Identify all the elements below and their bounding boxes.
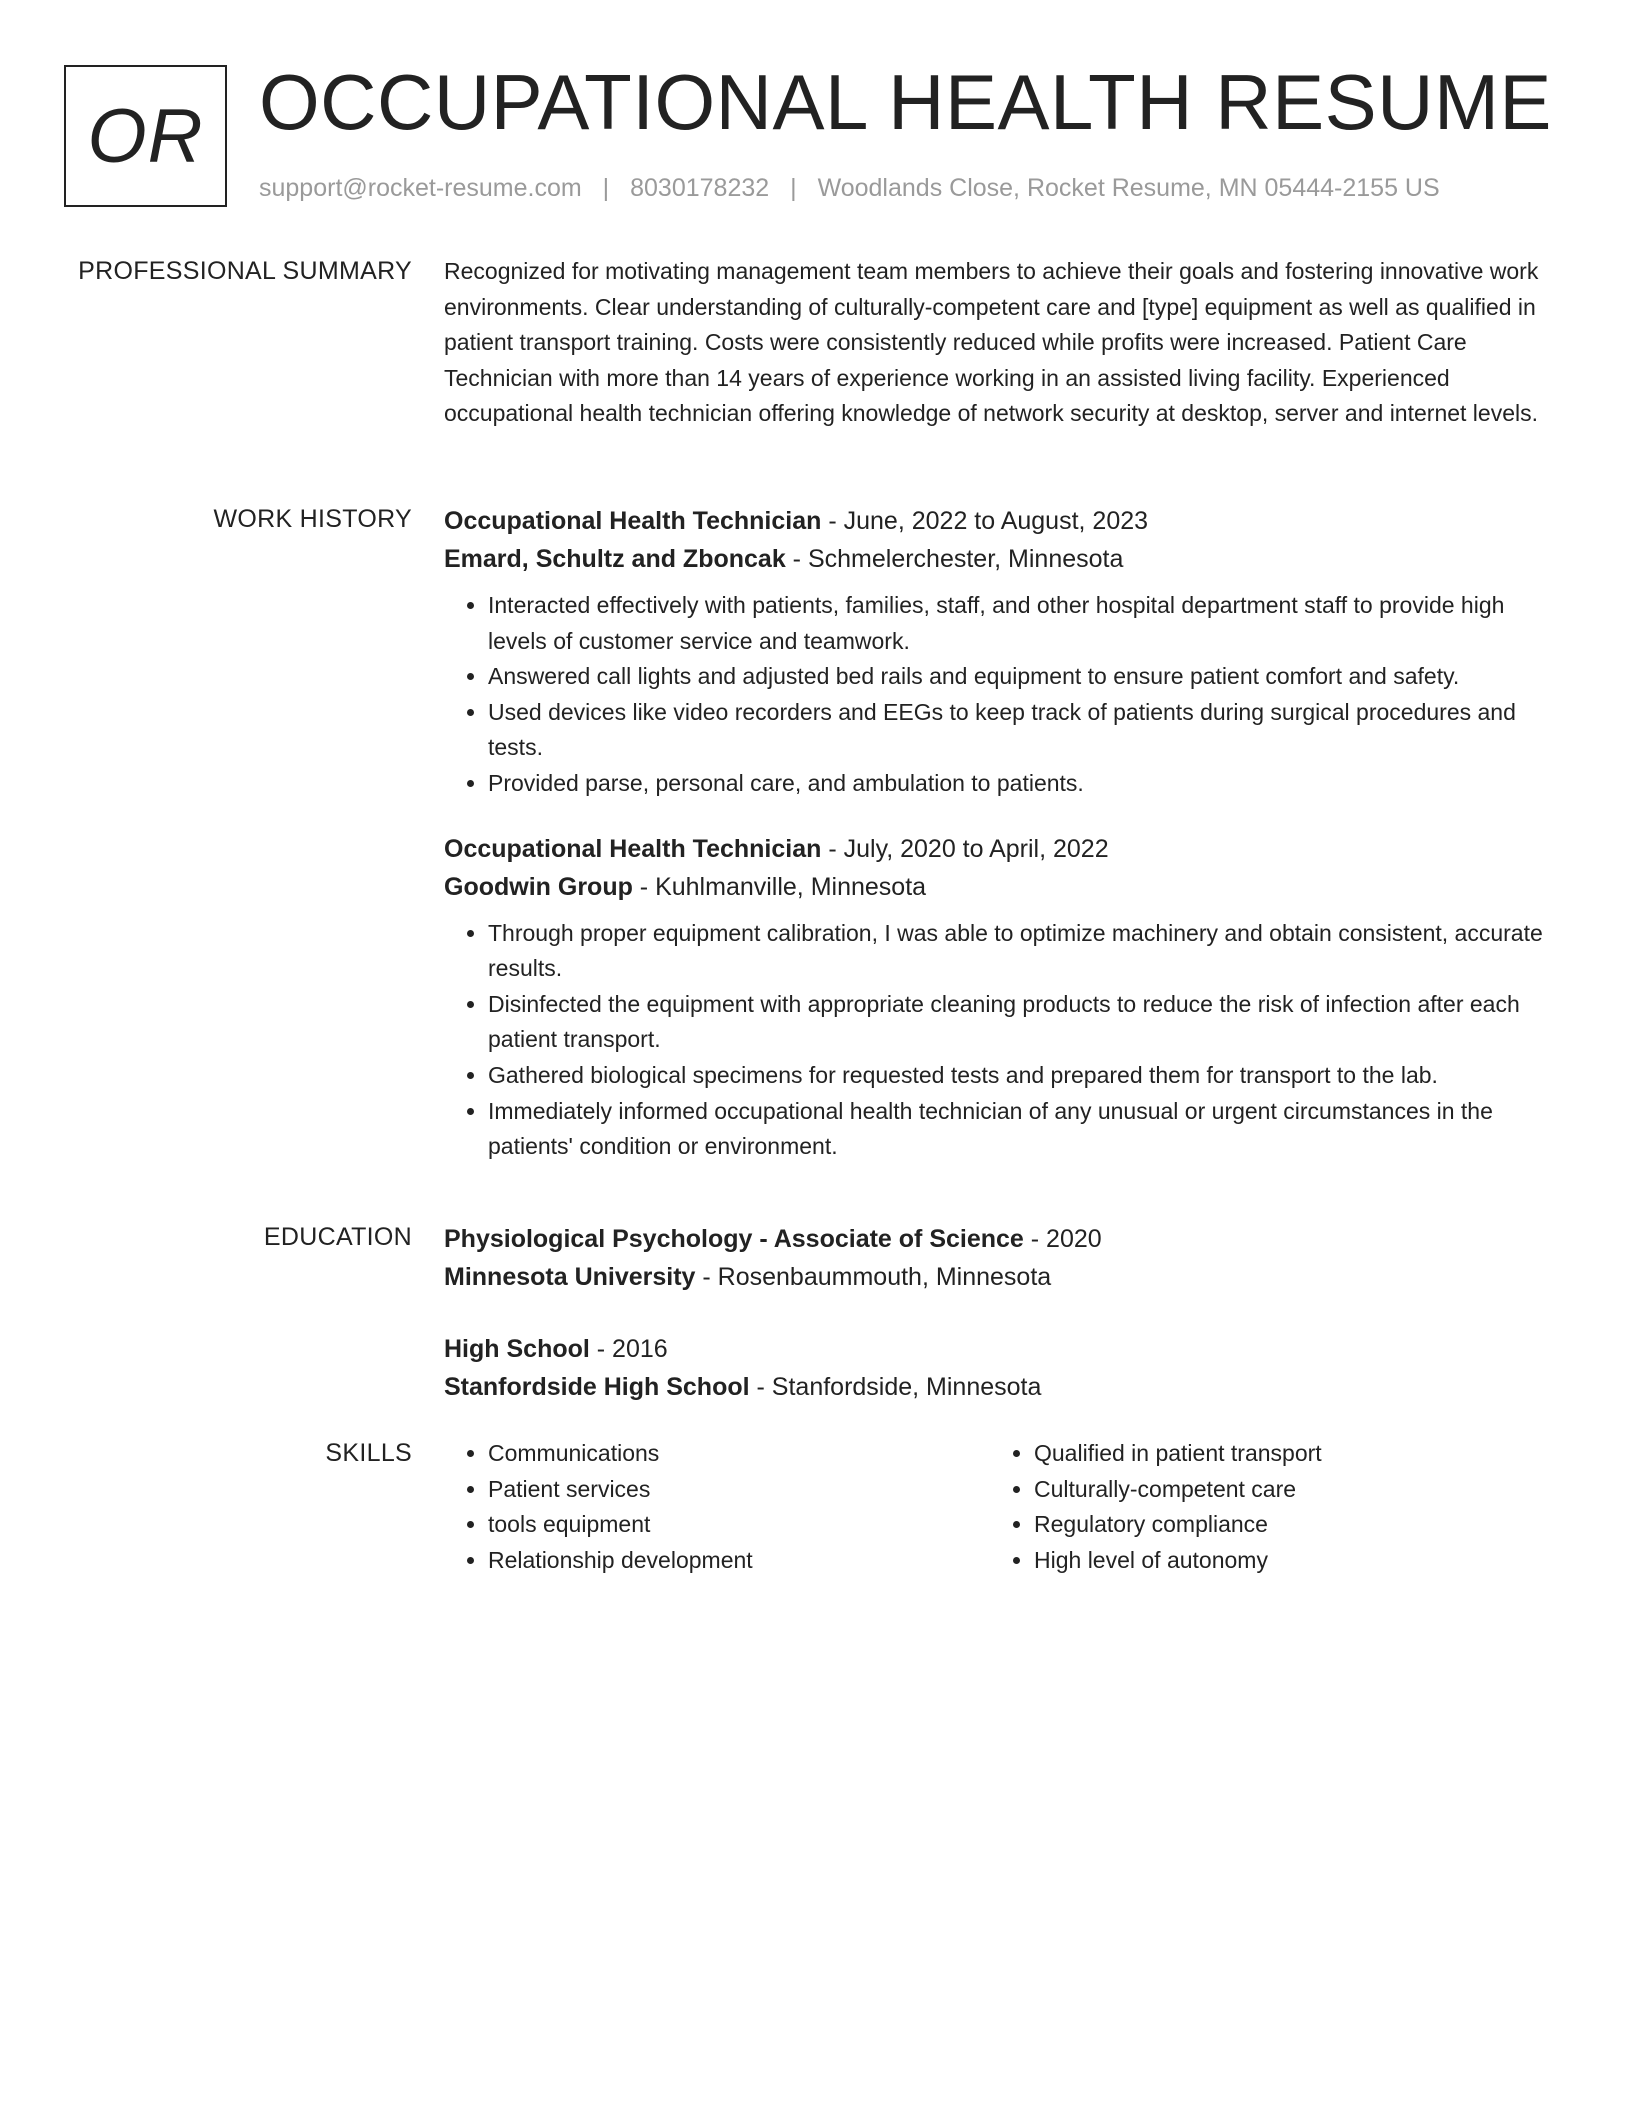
contact-separator: | [790,174,797,202]
summary-body [444,254,1560,432]
school-name: Stanfordside High School [444,1373,750,1401]
skills-column-left [444,1436,990,1578]
job-bullet: • Disinfected the equipment with appropriate cleaning products to reduce the risk of infection after each patient transport. [488,987,1560,1058]
skill-item: • tools equipment [488,1507,990,1543]
job-bullet: • Provided parse, personal care, and ambulation to patients. [488,766,1560,802]
degree-name: Physiological Psychology - Associate of Science [444,1225,1024,1253]
job-bullet: • Gathered biological specimens for requested tests and prepared them for transport to the lab. [488,1058,1560,1094]
summary-text: Recognized for motivating management team members to achieve their goals and fostering innovative work environments. Clear understanding of culturally-competent care and [type] equipment as well as qualified in patient transport training. Costs were consistently reduced while profits were increased. Patient Care Technician with more than 14 years of experience working in an assisted living facility. Experienced occupational health technician offering knowledge of network security at desktop, server and internet levels. [444,258,1539,427]
contact-separator: | [602,174,610,202]
job-title-line [444,830,1560,868]
skill-item: • Relationship development [488,1543,990,1579]
education-body [444,1220,1560,1440]
job-bullets [444,588,1560,802]
job-bullet: • Immediately informed occupational health technician of any unusual or urgent circumstances in the patients' condition or environment. [488,1094,1560,1165]
monogram-box [64,65,227,207]
school-line [444,1368,1560,1406]
skills-grid [444,1436,1560,1578]
job-title: Occupational Health Technician [444,507,822,535]
job-bullet: • Used devices like video recorders and EEGs to keep track of patients during surgical procedures and tests. [488,695,1560,766]
degree-line [444,1220,1560,1258]
job-location: - Schmelerchester, Minnesota [785,545,1124,573]
contact-address: Woodlands Close, Rocket Resume, MN 05444-2155 US [817,174,1440,202]
job-entry [444,502,1560,802]
degree-year: - 2020 [1023,1225,1102,1253]
work-history-body [444,502,1560,1193]
skills-list [990,1436,1536,1578]
job-company: Emard, Schultz and Zboncak [444,545,786,573]
skill-item: • Qualified in patient transport [1034,1436,1536,1472]
skill-item: • Communications [488,1436,990,1472]
skills-heading: SKILLS [325,1439,412,1467]
summary-heading: PROFESSIONAL SUMMARY [78,257,412,285]
skill-item: • Culturally-competent care [1034,1472,1536,1508]
job-bullet: • Interacted effectively with patients, families, staff, and other hospital department staff to provide high levels of customer service and teamwork. [488,588,1560,659]
job-company-line [444,540,1560,578]
job-company-line [444,868,1560,906]
work-history-heading: WORK HISTORY [213,505,412,533]
degree-year: - 2016 [589,1335,668,1363]
job-location: - Kuhlmanville, Minnesota [632,872,927,901]
school-location: - Rosenbaummouth, Minnesota [695,1263,1052,1291]
skill-item: • Patient services [488,1472,990,1508]
education-entry [444,1220,1560,1296]
skills-body [444,1436,1560,1578]
degree-name: High School [444,1335,590,1363]
job-title-line [444,502,1560,540]
education-heading: EDUCATION [263,1223,412,1251]
skills-column-right [990,1436,1536,1578]
skills-list [444,1436,990,1578]
resume-title: OCCUPATIONAL HEALTH RESUME [259,58,1552,146]
skill-item: • Regulatory compliance [1034,1507,1536,1543]
education-entry [444,1330,1560,1406]
job-dates: - July, 2020 to April, 2022 [821,834,1109,863]
school-name: Minnesota University [444,1263,696,1291]
school-line [444,1258,1560,1296]
job-dates: - June, 2022 to August, 2023 [821,507,1149,535]
skill-item: • High level of autonomy [1034,1543,1536,1579]
contact-email: support@rocket-resume.com [259,174,582,202]
job-bullets [444,916,1560,1165]
degree-line [444,1330,1560,1368]
job-bullet: • Answered call lights and adjusted bed rails and equipment to ensure patient comfort and safety. [488,659,1560,695]
contact-line [259,174,1440,203]
job-entry [444,830,1560,1165]
job-bullet: • Through proper equipment calibration, I was able to optimize machinery and obtain consistent, accurate results. [488,916,1560,987]
monogram-initials: OR [87,93,204,179]
job-company: Goodwin Group [444,872,633,901]
school-location: - Stanfordside, Minnesota [749,1373,1042,1401]
job-title: Occupational Health Technician [444,834,822,863]
contact-phone: 8030178232 [630,174,770,202]
